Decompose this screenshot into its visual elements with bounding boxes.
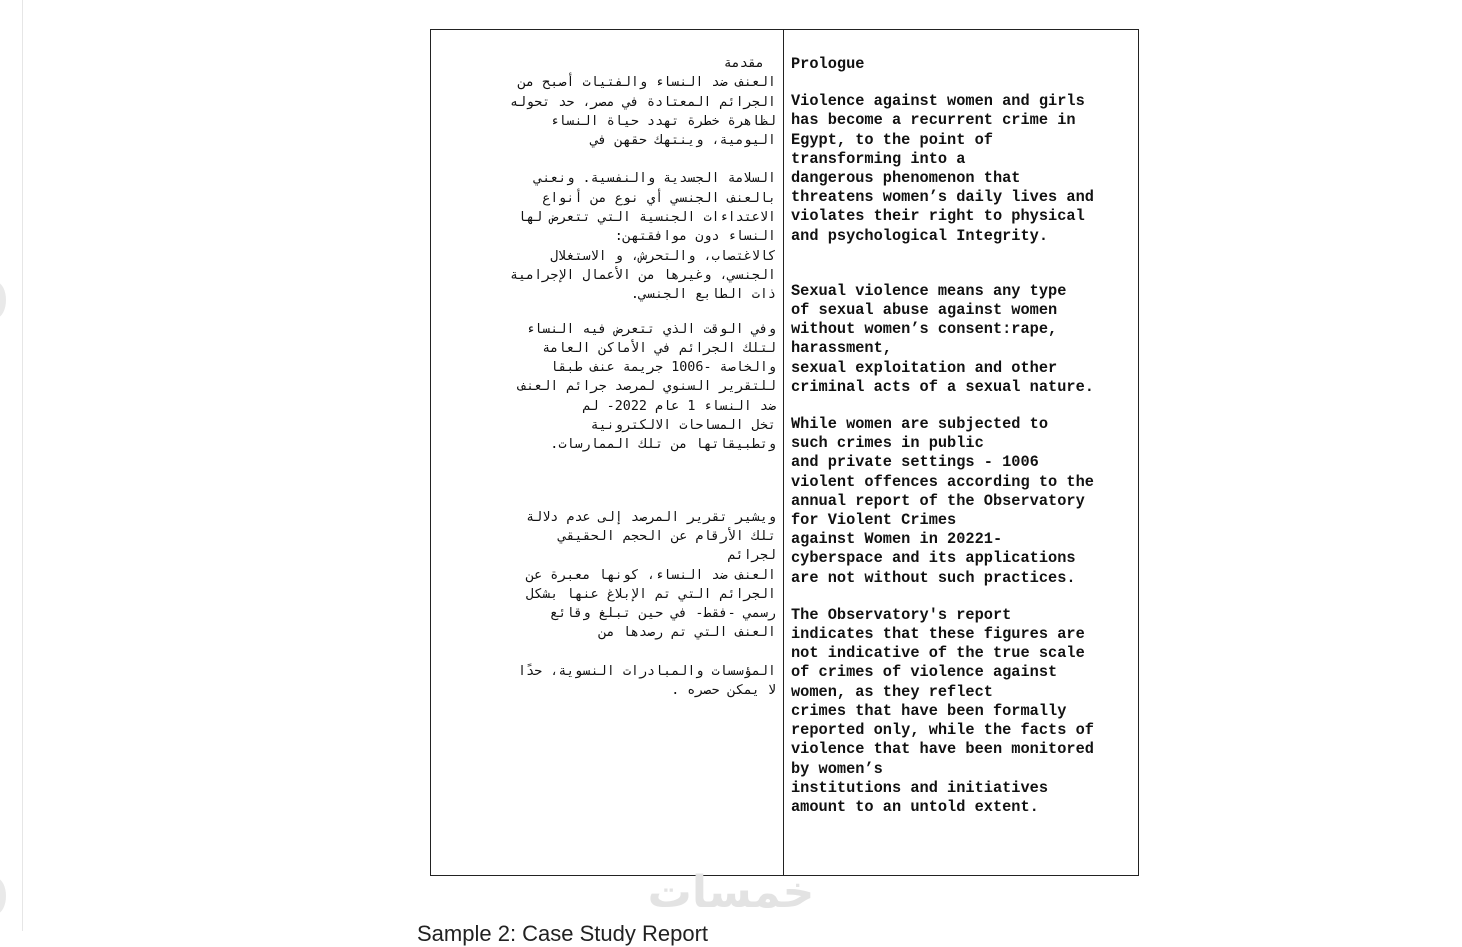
english-column [784, 30, 1138, 875]
arabic-paragraph: ويشير تقرير المرصد إلى عدم دلالة تلك الأرقام عن الحجم الحقيقي لجرائم العنف ضد النساء، كونها معبرة عن الجرائم التي تم الإبلاغ عنها بشكل رسمي -فقط- في حين تبلغ وقائع العنف التي تم رصدها من [526, 509, 776, 641]
page-left-border [22, 0, 23, 931]
site-watermark-logo: خمسات [647, 867, 815, 918]
arabic-column [431, 30, 784, 875]
arabic-heading: مقدمة [723, 56, 764, 71]
english-paragraph: The Observatory's report indicates that these figures are not indicative of the true scale of crimes of violence against women, as they reflect crimes that have been formally reported only, while the facts of violence that have been monitored by women’s institutions and initiatives amount to an untold extent. [791, 605, 1094, 816]
arabic-paragraph: السلامة الجسدية والنفسية. ونعني بالعنف الجنسي أي نوع من أنواع الاعتداءات الجنسية التي تتعرض لها النساء دون موافقتهن: كالاغتصاب، والتحرش، و الاستغلال الجنسي، وغيرها من الأعمال الإجرامية ذات الطابع الجنسي. [509, 171, 776, 303]
arabic-paragraph: العنف ضد النساء والفتيات أصبح من الجرائم المعتادة في مصر، حد تحوله لظاهرة خطرة تهدد حياة النساء اليومية، وينتهك حقهن في [509, 75, 776, 149]
sample-caption: Sample 2: Case Study Report [417, 921, 709, 946]
arabic-paragraph: وفي الوقت الذي تتعرض فيه النساء لتلك الجرائم في الأماكن العامة والخاصة -1006 جريمة عنف طبقا للتقرير السنوي لمرصد جرائم العنف ضد النساء 1 عام 2022- لم تخل المساحات الالكترونية وتطبيقاتها من تلك الممارسات. [518, 321, 776, 453]
english-paragraph: Sexual violence means any type of sexual abuse against women without women’s consent:rape, harassment, sexual exploitation and other criminal acts of a sexual nature. [791, 281, 1094, 396]
scroll-edge-marker [0, 878, 6, 914]
english-heading: Prologue [791, 55, 865, 73]
scroll-edge-marker [0, 282, 6, 318]
arabic-paragraph: المؤسسات والمبادرات النسوية، حدًا لا يمكن حصره . [518, 663, 776, 699]
bilingual-translation-table [430, 29, 1139, 876]
english-paragraph: While women are subjected to such crimes in public and private settings - 1006 violent offences according to the annual report of the Observatory for Violent Crimes against Women in 20221- cyberspace and its applications are not without such practices. [791, 415, 1094, 587]
english-paragraph: Violence against women and girls has become a recurrent crime in Egypt, to the point of transforming into a dangerous phenomenon that threatens women’s daily lives and violates their right to physical and psychological Integrity. [791, 92, 1094, 245]
